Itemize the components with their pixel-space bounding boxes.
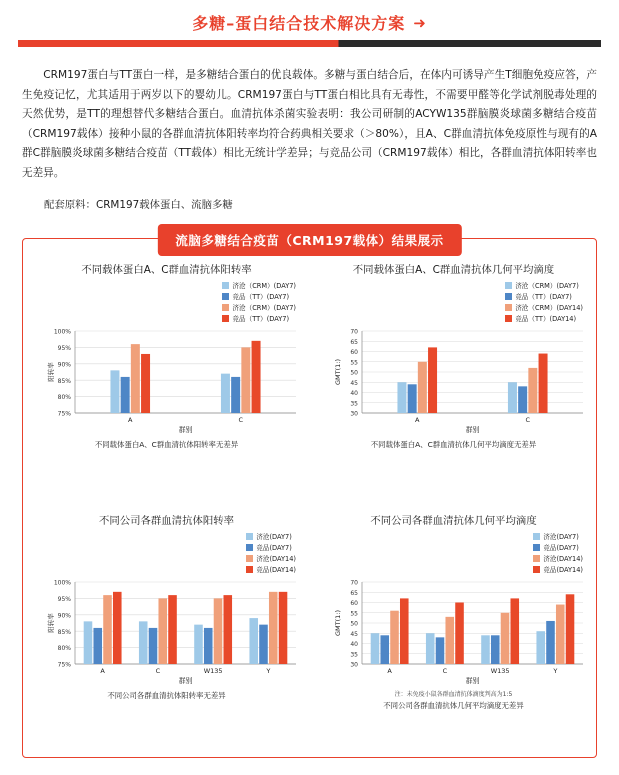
svg-text:40: 40 [350, 641, 358, 649]
chart-3-title: 不同公司各群血清抗体阳转率 [98, 515, 235, 527]
chart-3-svg [23, 576, 310, 688]
svg-text:C: C [525, 416, 531, 424]
legend-item [222, 313, 296, 323]
chart-4-footnote-small: 注：未免疫小鼠各群血清抗体滴度判高为1:5 [394, 691, 513, 698]
legend-label: 济沧(DAY14) [256, 555, 296, 563]
legend-swatch-icon [222, 304, 229, 311]
legend-swatch-icon [505, 315, 512, 322]
legend-item [246, 553, 296, 563]
chart-2-footnote: 不同载体蛋白A、C群血清抗体几何平均滴度无差异 [370, 440, 537, 449]
legend-label: 竞品（TT）(DAY7) [232, 315, 290, 323]
svg-text:80%: 80% [57, 645, 71, 653]
svg-text:85%: 85% [57, 628, 71, 636]
legend-label: 竞品(DAY7) [256, 544, 292, 552]
svg-text:80%: 80% [57, 394, 71, 402]
chart-4-svg [310, 576, 597, 688]
svg-text:65: 65 [350, 589, 358, 597]
legend-label: 济沧(DAY7) [256, 533, 292, 541]
legend-item [222, 302, 296, 312]
chart-2-title: 不同载体蛋白A、C群血清抗体几何平均滴度 [352, 264, 555, 276]
svg-text:50: 50 [350, 620, 358, 628]
svg-text:30: 30 [350, 661, 358, 669]
legend-swatch-icon [533, 544, 540, 551]
svg-text:W135: W135 [203, 667, 223, 675]
svg-text:90%: 90% [57, 361, 71, 369]
legend-item [533, 542, 583, 552]
svg-text:GMT(1:): GMT(1:) [334, 358, 342, 386]
chart-2-plot [310, 325, 597, 437]
legend-swatch-icon [246, 566, 253, 573]
legend-label: 竞品(DAY14) [256, 566, 296, 574]
legend-item [222, 280, 296, 290]
legend-label: 济沧（CRM）(DAY7) [232, 282, 296, 290]
svg-text:GMT(1:): GMT(1:) [334, 609, 342, 637]
legend-swatch-icon [505, 293, 512, 300]
chart-3-footnote: 不同公司各群血清抗体阳转率无差异 [107, 691, 226, 700]
svg-text:45: 45 [350, 630, 358, 638]
svg-text:60: 60 [350, 600, 358, 608]
legend-label: 竞品(DAY7) [543, 544, 579, 552]
page-title-text: 多糖–蛋白结合技术解决方案 [192, 14, 406, 33]
svg-text:100%: 100% [53, 328, 71, 336]
svg-text:A: A [100, 667, 105, 675]
results-panel [22, 233, 597, 758]
chart-row-1 [23, 261, 596, 450]
legend-label: 济沧(DAY14) [543, 555, 583, 563]
chart-4-footnote: 不同公司各群血清抗体几何平均滴度无差异 [383, 701, 524, 710]
svg-text:55: 55 [350, 359, 358, 367]
charts-container [23, 261, 596, 711]
legend-swatch-icon [505, 304, 512, 311]
svg-text:65: 65 [350, 338, 358, 346]
chart-1 [23, 261, 310, 450]
legend-item [533, 564, 583, 574]
legend-swatch-icon [533, 566, 540, 573]
svg-text:群别: 群别 [178, 677, 193, 685]
chart-2 [310, 261, 597, 450]
svg-text:A: A [128, 416, 133, 424]
svg-text:群别: 群别 [465, 426, 480, 434]
header-divider [18, 40, 601, 47]
legend-swatch-icon [246, 533, 253, 540]
legend-swatch-icon [222, 293, 229, 300]
intro-paragraph-text: CRM197蛋白与TT蛋白一样，是多糖结合蛋白的优良载体。多糖与蛋白结合后，在体内可诱导产生T细胞免疫应答，产生免疫记忆，尤其适用于两岁以下的婴幼儿。CRM197蛋白与TT蛋白相比具有无毒性，不需要甲醛等化学试剂脱毒处理的天然优势，是TT的理想替代多糖结合蛋白。血清抗体杀菌实验表明：我公司研制的ACYW135群脑膜炎球菌多糖结合疫苗（CRM197载体）接种小鼠的各群血清抗体阳转率均符合药典相关要求（＞80%），且A、C群血清抗体免疫原性与现有的A群C群脑膜炎球菌多糖结合疫苗（TT载体）相比无统计学差异；与竞品公司（CRM197载体）相比，各群血清抗体阳转率也无差异。 [22, 69, 597, 179]
svg-text:50: 50 [350, 369, 358, 377]
legend-label: 竞品（TT）(DAY7) [515, 293, 572, 301]
legend-label: 竞品（TT）(DAY7) [232, 293, 290, 301]
chart-3 [23, 512, 310, 711]
svg-text:95%: 95% [57, 596, 71, 603]
legend-label: 济沧（CRM）(DAY7) [232, 304, 296, 312]
chart-row-2 [23, 512, 596, 711]
legend-label: 济沧（CRM）(DAY7) [515, 282, 579, 290]
chart-1-plot [23, 325, 310, 437]
intro-paragraph [22, 66, 597, 184]
legend-item [505, 302, 583, 312]
chart-3-plot [23, 576, 310, 688]
legend-item [533, 553, 583, 563]
page-title [0, 11, 619, 34]
legend-swatch-icon [222, 315, 229, 322]
legend-swatch-icon [533, 533, 540, 540]
svg-text:90%: 90% [57, 612, 71, 620]
svg-text:35: 35 [350, 400, 358, 408]
chart-1-title: 不同载体蛋白A、C群血清抗体阳转率 [81, 264, 252, 276]
legend-swatch-icon [505, 282, 512, 289]
chart-4-legend [533, 531, 583, 574]
legend-swatch-icon [533, 555, 540, 562]
svg-text:100%: 100% [53, 579, 71, 587]
svg-text:群别: 群别 [178, 426, 193, 434]
svg-text:95%: 95% [57, 345, 71, 352]
svg-text:A: A [387, 667, 392, 675]
chart-1-legend [222, 280, 296, 323]
svg-text:70: 70 [350, 579, 358, 587]
intro-note: 配套原料：CRM197载体蛋白、流脑多糖 [44, 198, 233, 211]
legend-swatch-icon [246, 555, 253, 562]
results-panel-title: 流脑多糖结合疫苗（CRM197载体）结果展示 [157, 224, 461, 256]
svg-text:群别: 群别 [465, 677, 480, 685]
svg-text:75%: 75% [57, 661, 71, 669]
legend-label: 济沧(DAY7) [543, 533, 579, 541]
svg-text:45: 45 [350, 379, 358, 387]
chart-1-svg [23, 325, 310, 437]
svg-text:阳转率: 阳转率 [47, 362, 55, 382]
svg-text:30: 30 [350, 410, 358, 418]
legend-item [505, 313, 583, 323]
svg-text:C: C [238, 416, 244, 424]
chart-4 [310, 512, 597, 711]
legend-item [246, 564, 296, 574]
svg-text:W135: W135 [490, 667, 510, 675]
legend-item [246, 542, 296, 552]
legend-swatch-icon [246, 544, 253, 551]
svg-text:60: 60 [350, 349, 358, 357]
legend-label: 竞品（TT）(DAY14) [515, 315, 577, 323]
legend-item [533, 531, 583, 541]
svg-text:Y: Y [266, 667, 271, 675]
svg-text:35: 35 [350, 651, 358, 659]
legend-item [505, 280, 583, 290]
chart-4-title: 不同公司各群血清抗体几何平均滴度 [370, 515, 537, 527]
page-header [0, 0, 619, 52]
svg-text:55: 55 [350, 610, 358, 618]
legend-label: 竞品(DAY14) [543, 566, 583, 574]
svg-text:A: A [415, 416, 420, 424]
chart-1-footnote: 不同载体蛋白A、C群血清抗体阳转率无差异 [94, 440, 239, 449]
chart-3-legend [246, 531, 296, 574]
legend-item [246, 531, 296, 541]
svg-text:40: 40 [350, 390, 358, 398]
svg-text:阳转率: 阳转率 [47, 613, 55, 633]
legend-item [222, 291, 296, 301]
legend-swatch-icon [222, 282, 229, 289]
arrow-icon: ➜ [413, 14, 427, 32]
svg-text:70: 70 [350, 328, 358, 336]
chart-2-legend [505, 280, 583, 323]
legend-item [505, 291, 583, 301]
chart-4-plot [310, 576, 597, 688]
svg-text:C: C [155, 667, 161, 675]
svg-text:75%: 75% [57, 410, 71, 418]
svg-text:C: C [442, 667, 448, 675]
chart-2-svg [310, 325, 597, 437]
svg-text:Y: Y [553, 667, 558, 675]
legend-label: 济沧（CRM）(DAY14) [515, 304, 583, 312]
svg-text:85%: 85% [57, 377, 71, 385]
